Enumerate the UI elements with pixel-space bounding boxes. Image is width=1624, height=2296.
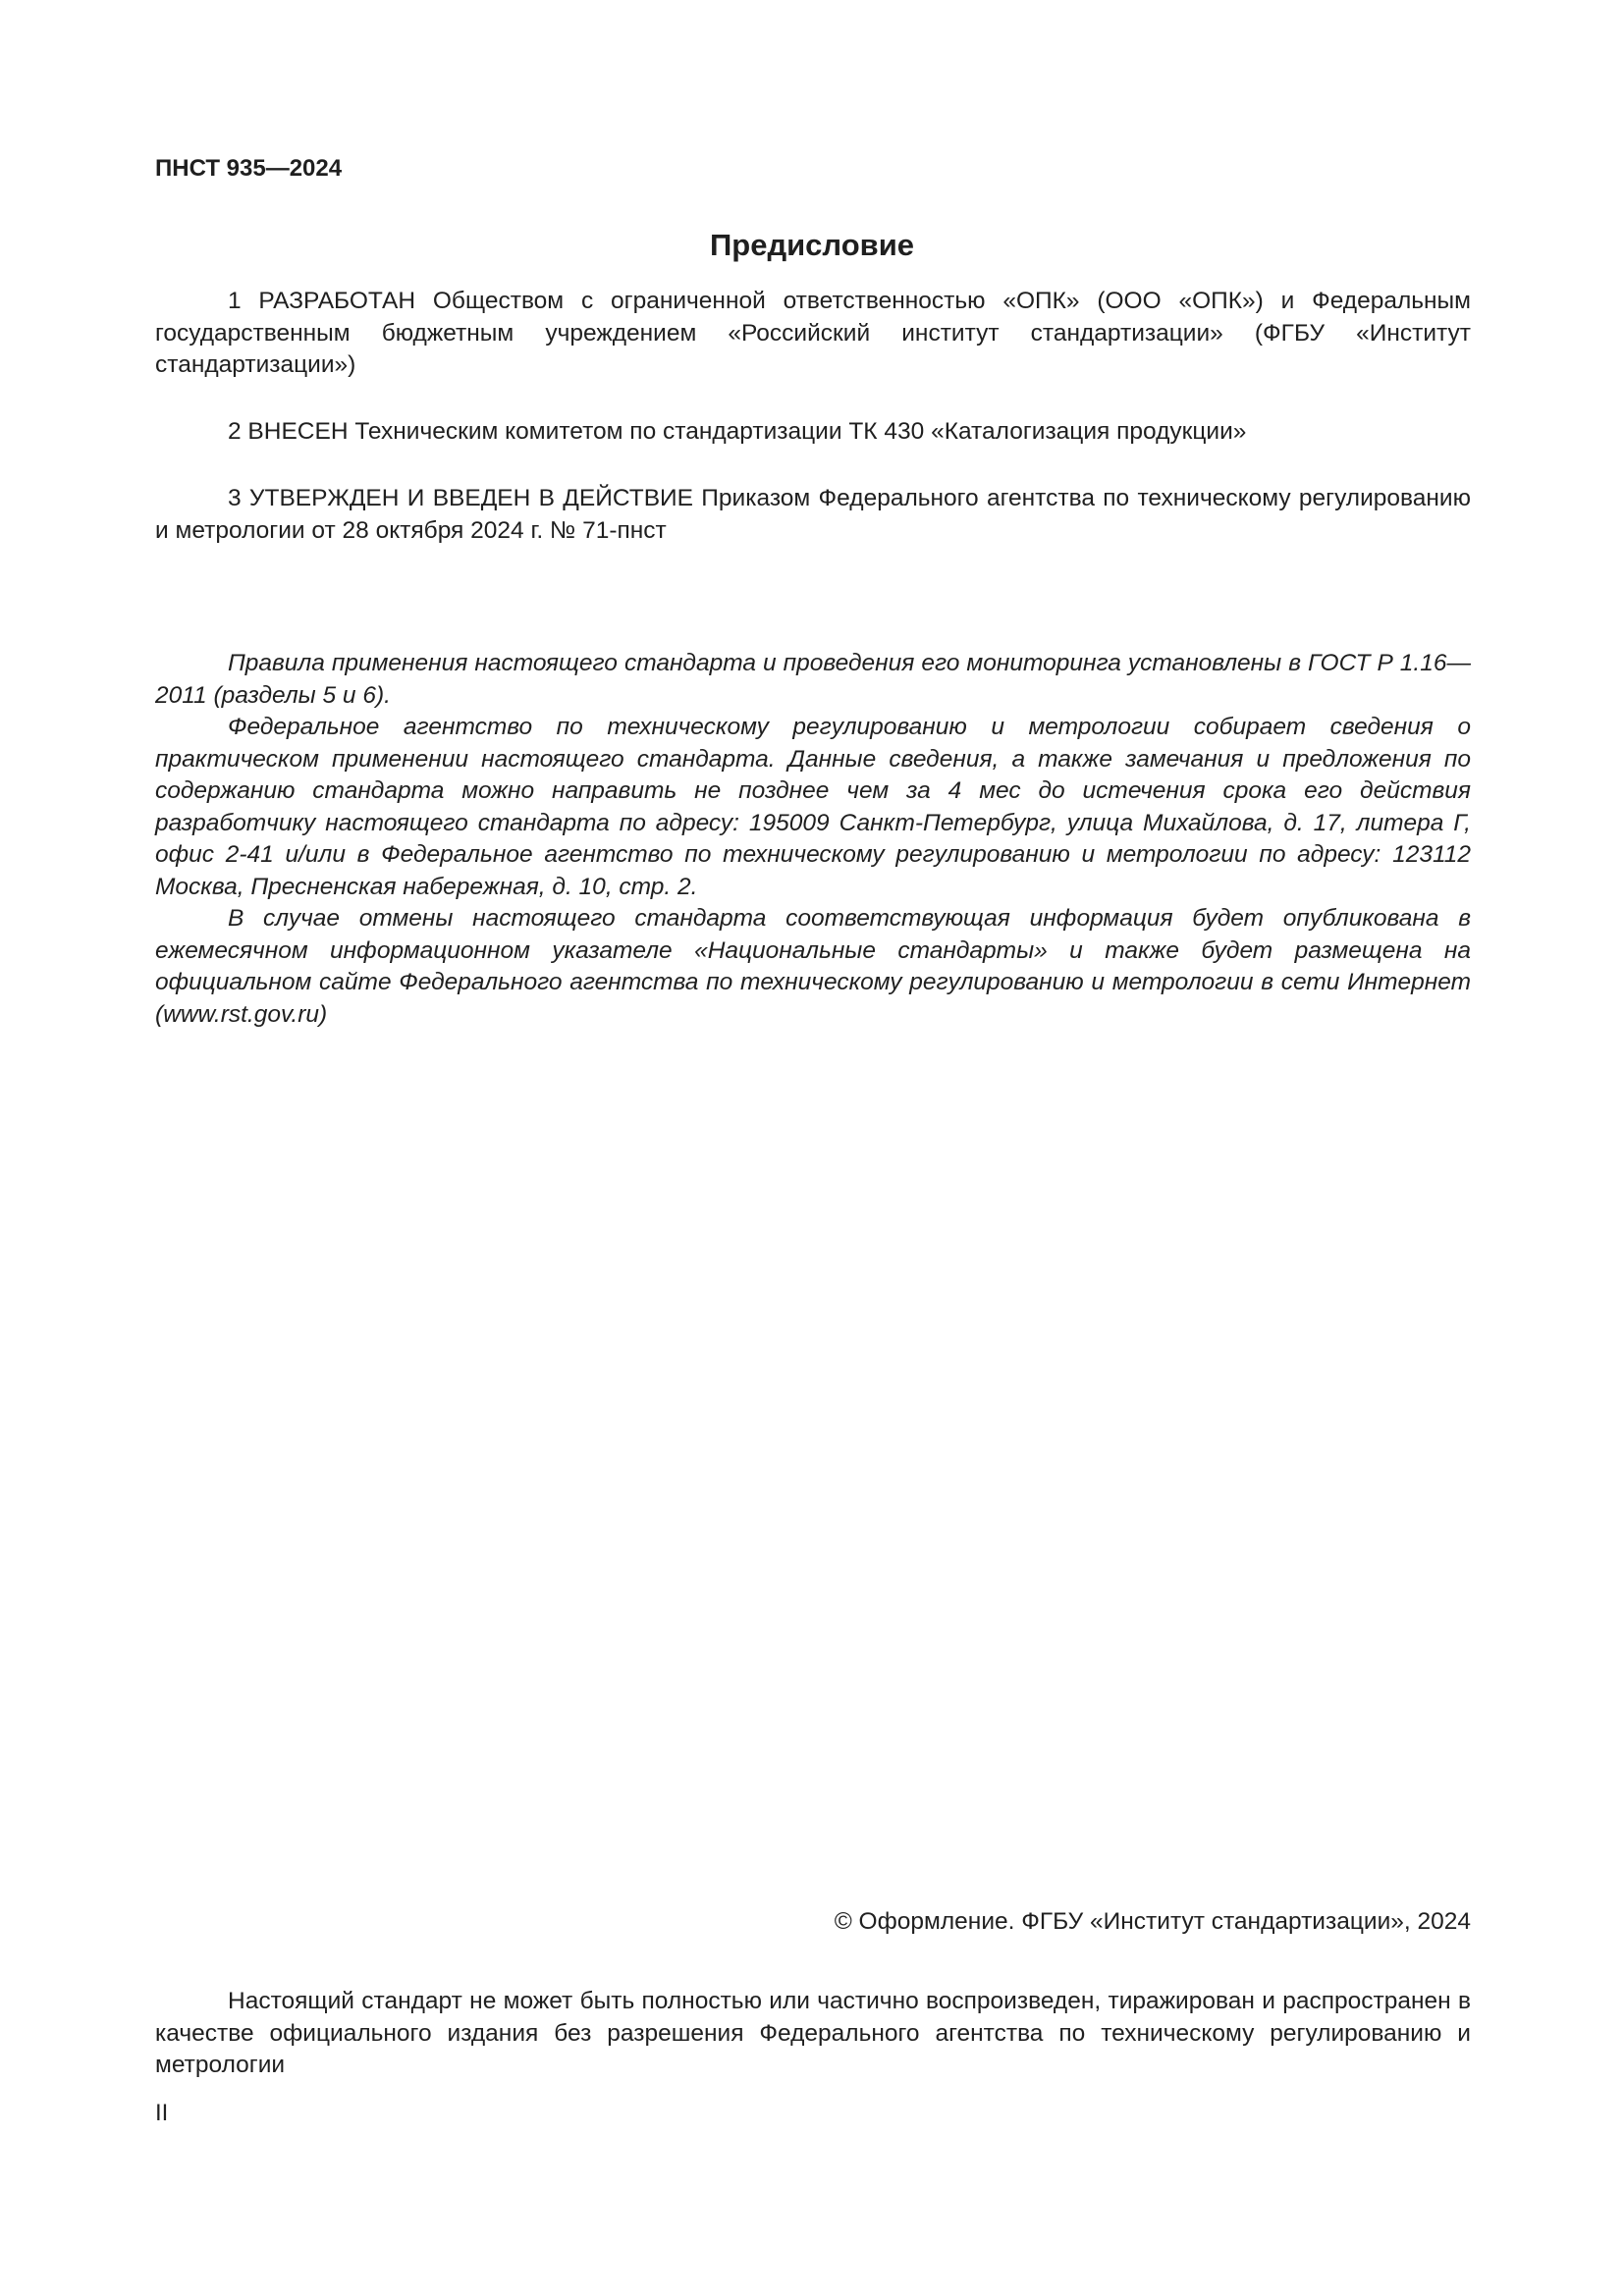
foreword-title: Предисловие xyxy=(709,228,914,262)
foreword-item-developed: 1 РАЗРАБОТАН Обществом с ограниченной ответственностью «ОПК» (ООО «ОПК») и Федеральным государственным бюджетным учреждением «Российский институт стандартизации» (ФГБУ «Институт стандартизации») xyxy=(155,288,1471,378)
foreword-item-introduced: 2 ВНЕСЕН Техническим комитетом по стандартизации ТК 430 «Каталогизация продукции» xyxy=(228,418,1247,445)
copyright-line: © Оформление. ФГБУ «Институт стандартизации», 2024 xyxy=(834,1908,1471,1935)
document-code: ПНСТ 935—2024 xyxy=(155,155,343,182)
notice-paragraph-cancellation: В случае отмены настоящего стандарта соответствующая информация будет опубликована в ежемесячном информационном указателе «Национальные стандарты» и также будет размещена на официальном сайте Федерального агентства по техническому регулированию и метрологии в сети Интернет (www.rst.gov.ru) xyxy=(155,905,1471,1028)
reproduction-notice: Настоящий стандарт не может быть полностью или частично воспроизведен, тиражирован и распространен в качестве официального издания без разрешения Федерального агентства по техническому регулированию и метрологии xyxy=(155,1988,1471,2078)
notice-paragraph-feedback: Федеральное агентство по техническому регулированию и метрологии собирает сведения о практическом применении настоящего стандарта. Данные сведения, а также замечания и предложения по содержанию стандарта можно направить не позднее чем за 4 мес до истечения срока его действия разработчику настоящего стандарта по адресу: 195009 Санкт-Петербург, улица Михайлова, д. 17, литера Г, офис 2-41 и/или в Федеральное агентство по техническому регулированию и метрологии по адресу: 123112 Москва, Пресненская набережная, д. 10, стр. 2. xyxy=(155,714,1471,900)
notice-paragraph-rules: Правила применения настоящего стандарта и проведения его мониторинга установлены в ГОСТ Р 1.16—2011 (разделы 5 и 6). xyxy=(155,650,1471,709)
page-number: II xyxy=(155,2100,169,2126)
foreword-item-approved: 3 УТВЕРЖДЕН И ВВЕДЕН В ДЕЙСТВИЕ Приказом Федерального агентства по техническому регулированию и метрологии от 28 октября 2024 г. № 71-пнст xyxy=(155,485,1471,544)
application-notice xyxy=(155,648,1471,1031)
